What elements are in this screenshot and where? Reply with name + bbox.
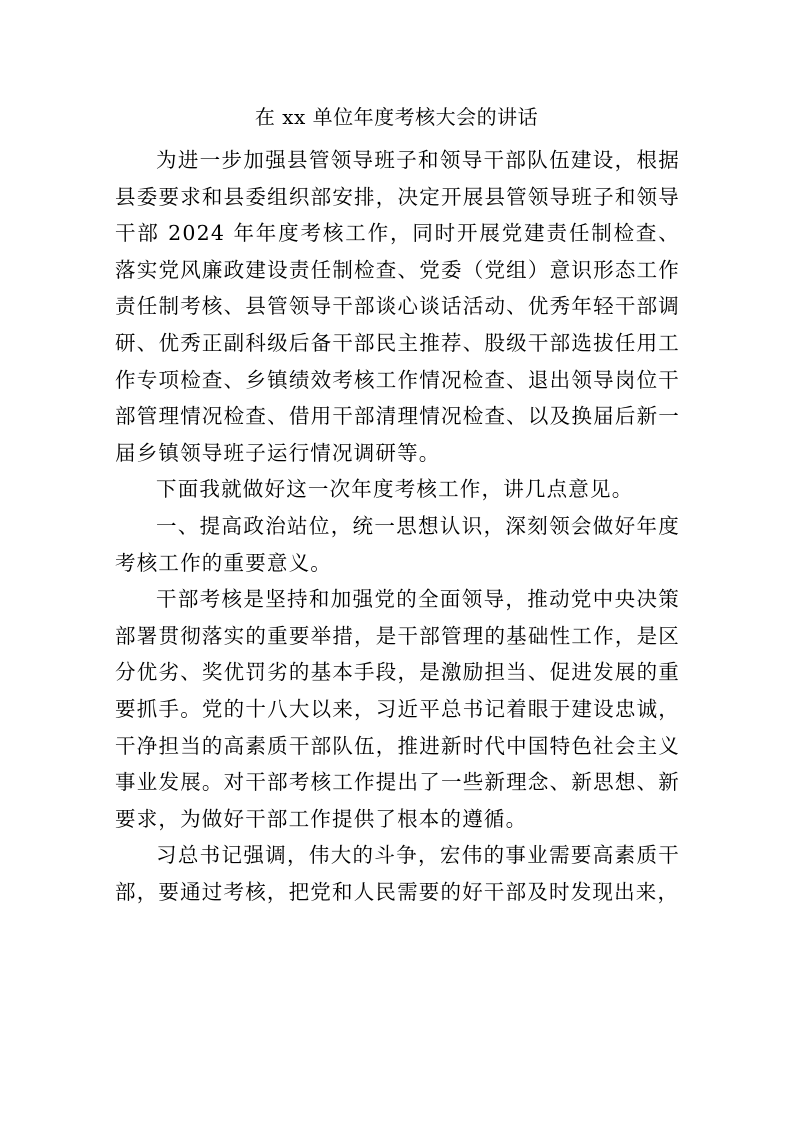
paragraph-opening-remark: 下面我就做好这一次年度考核工作，讲几点意见。 <box>156 477 634 502</box>
document-title: 在 xx 单位年度考核大会的讲话 <box>254 105 539 129</box>
paragraph-intro: 为进一步加强县管领导班子和领导干部队伍建设，根据县委要求和县委组织部安排，决定开展县管领导班子和领导干部 2024 年年度考核工作，同时开展党建责任制检查、落实党风廉政建设责任制检查、党委（党组）意识形态工作责任制考核、县管领导干部谈心谈话活动、优秀年轻干部调研、优秀正副科级后备干部民主推荐、股级干部选拔任用工作专项检查、乡镇绩效考核工作情况检查、退出领导岗位干部管理情况检查、借用干部清理情况检查、以及换届后新一届乡镇领导班子运行情况调研等。 <box>115 148 680 465</box>
paragraph-section-1-a: 干部考核是坚持和加强党的全面领导，推动党中央决策部署贯彻落实的重要举措，是干部管理的基础性工作，是区分优劣、奖优罚劣的基本手段，是激励担当、促进发展的重要抓手。党的十八大以来，习近平总书记着眼于建设忠诚，干净担当的高素质干部队伍，推进新时代中国特色社会主义事业发展。对干部考核工作提出了一些新理念、新思想、新要求，为做好干部工作提供了根本的遵循。 <box>115 587 680 831</box>
document-body <box>115 142 680 910</box>
paragraph-section-1-b: 习总书记强调，伟大的斗争，宏伟的事业需要高素质干部，要通过考核，把党和人民需要的好干部及时发现出来， <box>115 843 680 904</box>
section-heading-1: 一、提高政治站位，统一思想认识，深刻领会做好年度考核工作的重要意义。 <box>115 513 680 575</box>
